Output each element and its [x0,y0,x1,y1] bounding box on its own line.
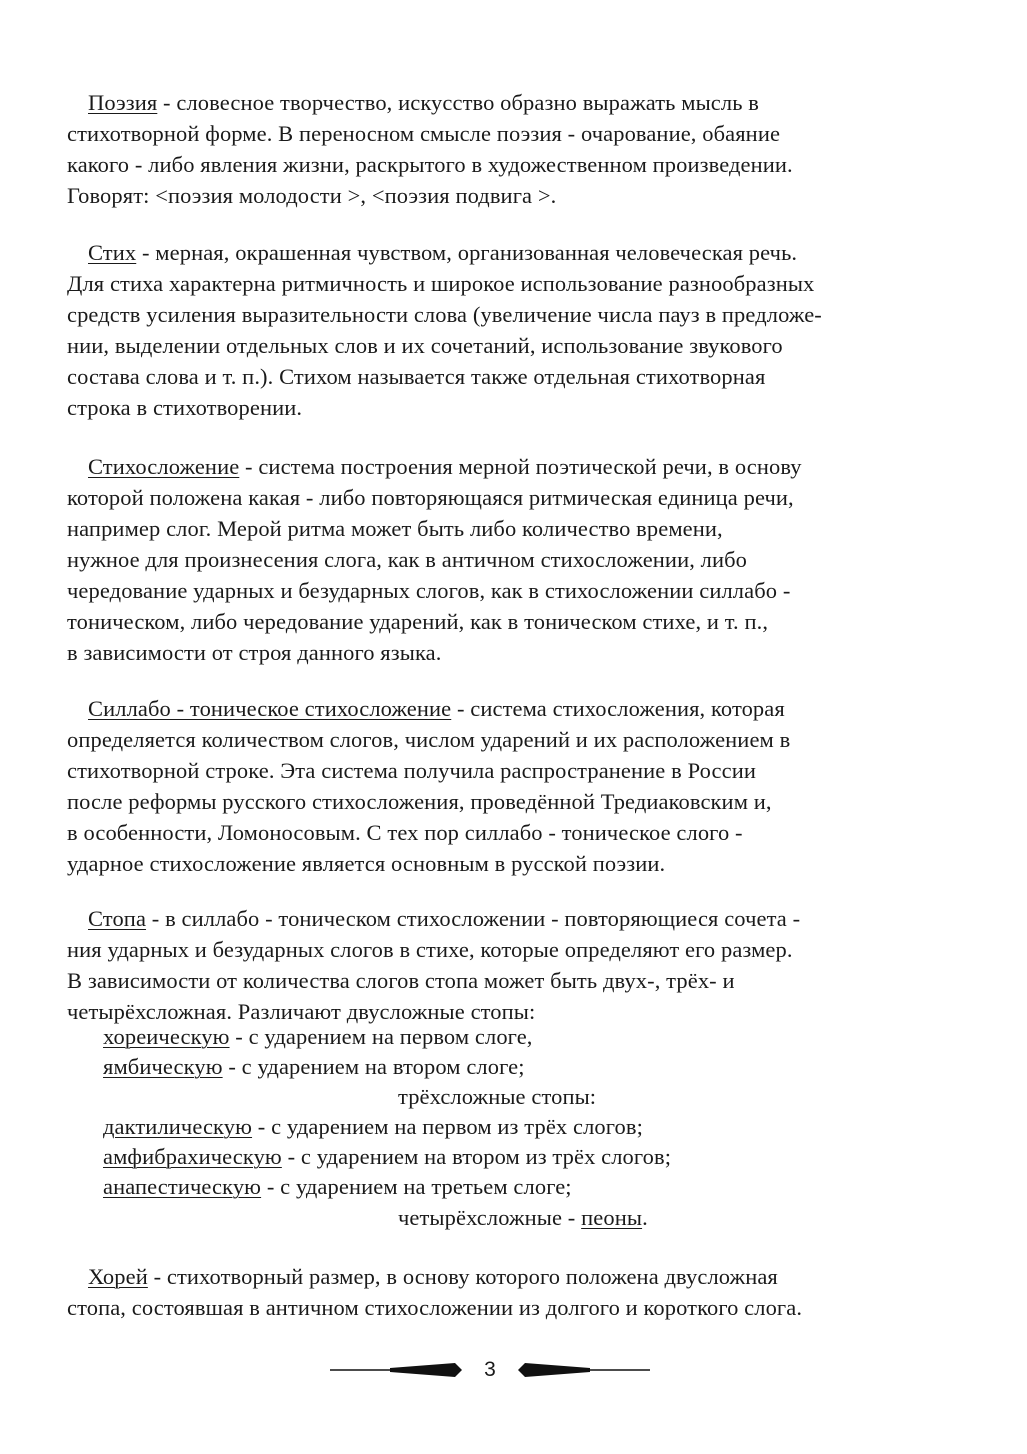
text-line: ударное стихосложение является основным в русской поэзии. [67,851,666,876]
text-line: какого - либо явления жизни, раскрытого в художественном произведении. [67,152,793,177]
text-line: В зависимости от количества слогов стопа может быть двух-, трёх- и [67,968,735,993]
page-footer [330,1355,650,1385]
term-foot: Стопа [88,906,147,931]
text-line: Стихосложение - система построения мерной поэтической речи, в основу [88,454,802,479]
term-amphibrachic: амфибрахическую [103,1144,282,1169]
list-item: хореическую - с ударением на первом слоге, [103,1024,533,1049]
list-item: ямбическую - с ударением на втором слоге; [103,1054,525,1079]
text-line: ния ударных и безударных слогов в стихе, которые определяют его размер. [67,937,793,962]
term-dactylic: дактилическую [103,1114,253,1139]
text-line: тоническом, либо чередование ударений, как в тоническом стихе, и т. п., [67,609,769,634]
page-number: 3 [484,1358,496,1381]
text-line: состава слова и т. п.). Стихом называется также отдельная стихотворная [67,364,766,389]
list-item: амфибрахическую - с ударением на втором из трёх слогов; [103,1144,672,1169]
text-line: стихотворной форме. В переносном смысле поэзия - очарование, обаяние [67,121,781,146]
term-anapestic: анапестическую [103,1174,262,1199]
text-line: стопа, состоявшая в античном стихосложении из долгого и короткого слога. [67,1295,803,1320]
term-trochee: Хорей [88,1264,148,1289]
term-poetry: Поэзия [88,90,158,115]
subheading: четырёхсложные - пеоны. [398,1205,648,1230]
text-line: четырёхсложная. Различают двусложные стопы: [67,999,536,1024]
term-syllabo-tonic: Силлабо - тоническое стихосложение [88,696,452,721]
text-line: определяется количеством слогов, числом ударений и их расположением в [67,727,791,752]
term-paeons: пеоны [581,1205,643,1230]
term-trochaic: хореическую [103,1024,230,1049]
text-line: Для стиха характерна ритмичность и широкое использование разнообразных [67,271,815,296]
text-line: Стопа - в силлабо - тоническом стихосложении - повторяющиеся сочета - [88,906,801,931]
subheading: трёхсложные стопы: [398,1084,597,1109]
text-line: в особенности, Ломоносовым. С тех пор силлабо - тоническое слого - [67,820,743,845]
list-item: анапестическую - с ударением на третьем слоге; [103,1174,572,1199]
list-item: дактилическую - с ударением на первом из трёх слогов; [103,1114,643,1139]
text-line: Силлабо - тоническое стихосложение - система стихосложения, которая [88,696,785,721]
text-line: Стих - мерная, окрашенная чувством, организованная человеческая речь. [88,240,798,265]
text-line: чередование ударных и безударных слогов, как в стихосложении силлабо - [67,578,791,603]
text-line: строка в стихотворении. [67,395,303,420]
text-line: в зависимости от строя данного языка. [67,640,442,665]
text-line: Говорят: <поэзия молодости >, <поэзия подвига >. [67,183,557,208]
text-line: Поэзия - словесное творчество, искусство образно выражать мысль в [88,90,760,115]
term-iambic: ямбическую [103,1054,223,1079]
text-line: Хорей - стихотворный размер, в основу которого положена двусложная [88,1264,778,1289]
text-line: после реформы русского стихосложения, проведённой Тредиаковским и, [67,789,772,814]
text-line: нужное для произнесения слога, как в античном стихосложении, либо [67,547,748,572]
text-line: стихотворной строке. Эта система получила распространение в России [67,758,756,783]
text-line: средств усиления выразительности слова (увеличение числа пауз в предложе- [67,302,822,327]
text-line: например слог. Мерой ритма может быть либо количество времени, [67,516,723,541]
term-versification: Стихосложение [88,454,240,479]
text-line: нии, выделении отдельных слов и их сочетаний, использование звукового [67,333,783,358]
term-verse: Стих [88,240,137,265]
text-line: которой положена какая - либо повторяющаяся ритмическая единица речи, [67,485,794,510]
